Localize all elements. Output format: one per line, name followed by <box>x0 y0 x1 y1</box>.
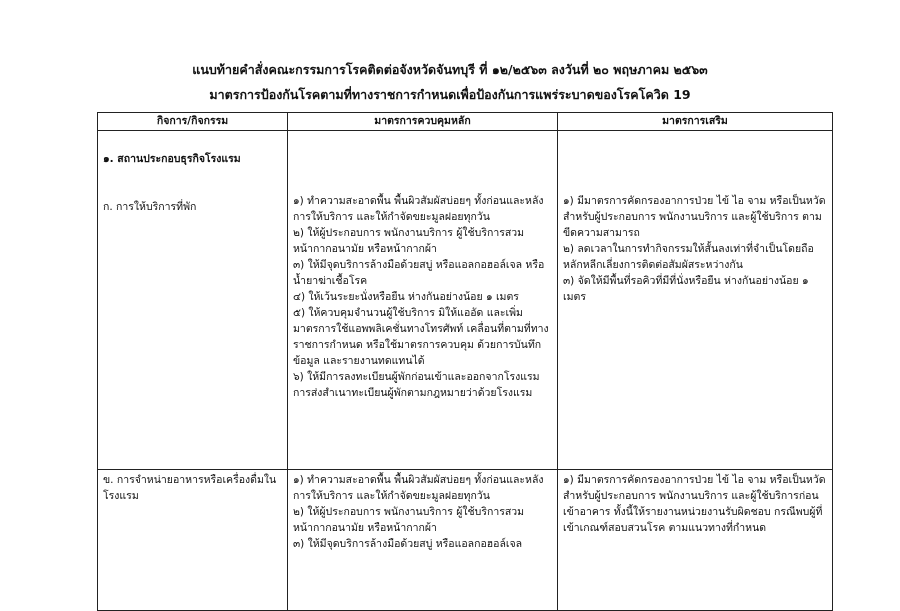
column-header-main-measures: มาตรการควบคุมหลัก <box>288 113 558 131</box>
activity-cell <box>98 131 288 470</box>
main-measure-item: ๕) ให้ควบคุมจำนวนผู้ใช้บริการ มิให้แออัด และเพิ่มมาตรการใช้แอพพลิเคชั่นทางโทรศัพท์ เคลื่อนที่ตามที่ทางราชการกำหนด หรือใช้มาตรการควบคุม ด้วยการบันทึกข้อมูล และรายงานทดแทนได้ <box>293 307 549 367</box>
main-measure-item: ๒) ให้ผู้ประกอบการ พนักงานบริการ ผู้ใช้บริการสวมหน้ากากอนามัย หรือหน้ากากผ้า <box>293 227 525 255</box>
activity-cell <box>98 470 288 611</box>
measures-table <box>97 112 833 611</box>
extra-measures-cell <box>558 470 833 611</box>
main-measure-item: ๖) ให้มีการลงทะเบียนผู้พักก่อนเข้าและออกจากโรงแรม การส่งสำเนาทะเบียนผู้พักตามกฎหมายว่าด้วยโรงแรม <box>293 371 540 399</box>
main-measure-item: ๒) ให้ผู้ประกอบการ พนักงานบริการ ผู้ใช้บริการสวมหน้ากากอนามัย หรือหน้ากากผ้า <box>293 506 525 534</box>
table-row <box>98 131 833 470</box>
main-measure-item: ๓) ให้มีจุดบริการล้างมือด้วยสบู่ หรือแอลกอฮอล์เจล <box>293 538 523 550</box>
extra-measure-item: ๒) ลดเวลาในการทำกิจกรรมให้สั้นลงเท่าที่จำเป็นโดยถือหลักหลีกเลี่ยงการติดต่อสัมผัสระหว่างกัน <box>563 243 814 271</box>
extra-measure-item: ๓) จัดให้มีพื้นที่รอคิวที่มีที่นั่งหรือยืน ห่างกันอย่างน้อย ๑ เมตร <box>563 275 809 303</box>
main-measure-item: ๑) ทำความสะอาดพื้น พื้นผิวสัมผัสบ่อยๆ ทั้งก่อนและหลังการให้บริการ และให้กำจัดขยะมูลฝอยทุกวัน <box>293 195 544 223</box>
extra-measure-item: ๑) มีมาตรการคัดกรองอาการป่วย ไข้ ไอ จาม หรือเป็นหวัด สำหรับผู้ประกอบการ พนักงานบริการ และผู้ใช้บริการ ตามขีดความสามารถ <box>563 195 826 239</box>
activity-label: ข. การจำหน่ายอาหารหรือเครื่องดื่มในโรงแรม <box>103 474 277 502</box>
column-header-extra-measures: มาตรการเสริม <box>558 113 833 131</box>
extra-measures-cell <box>558 131 833 470</box>
main-measure-item: ๓) ให้มีจุดบริการล้างมือด้วยสบู่ หรือแอลกอฮอล์เจล หรือน้ำยาฆ่าเชื้อโรค <box>293 259 545 287</box>
column-header-activity: กิจการ/กิจกรรม <box>98 113 288 131</box>
activity-label: ก. การให้บริการที่พัก <box>103 201 197 213</box>
main-measure-item: ๔) ให้เว้นระยะนั่งหรือยืน ห่างกันอย่างน้อย ๑ เมตร <box>293 291 519 303</box>
main-measures-cell <box>288 131 558 470</box>
table-header-row <box>98 113 833 131</box>
main-measure-item: ๑) ทำความสะอาดพื้น พื้นผิวสัมผัสบ่อยๆ ทั้งก่อนและหลังการให้บริการ และให้กำจัดขยะมูลฝอยทุกวัน <box>293 474 544 502</box>
extra-measure-item: ๑) มีมาตรการคัดกรองอาการป่วย ไข้ ไอ จาม หรือเป็นหวัด สำหรับผู้ประกอบการ พนักงานบริการ และผู้ใช้บริการก่อนเข้าอาคาร ทั้งนี้ให้รายงานหน่วยงานรับผิดชอบ กรณีพบผู้ที่เข้าเกณฑ์สอบสวนโรค ตามแนวทางที่กำหนด <box>563 474 826 534</box>
section-heading: ๑. สถานประกอบธุรกิจโรงแรม <box>103 153 241 165</box>
main-measures-cell <box>288 470 558 611</box>
order-attachment-title: แนบท้ายคำสั่งคณะกรรมการโรคติดต่อจังหวัดจันทบุรี ที่ ๑๒/๒๕๖๓ ลงวันที่ ๒๐ พฤษภาคม ๒๕๖๓ <box>192 62 708 77</box>
table-row <box>98 470 833 611</box>
measures-title: มาตรการป้องกันโรคตามที่ทางราชการกำหนดเพื่อป้องกันการแพร่ระบาดของโรคโควิด 19 <box>209 87 691 102</box>
